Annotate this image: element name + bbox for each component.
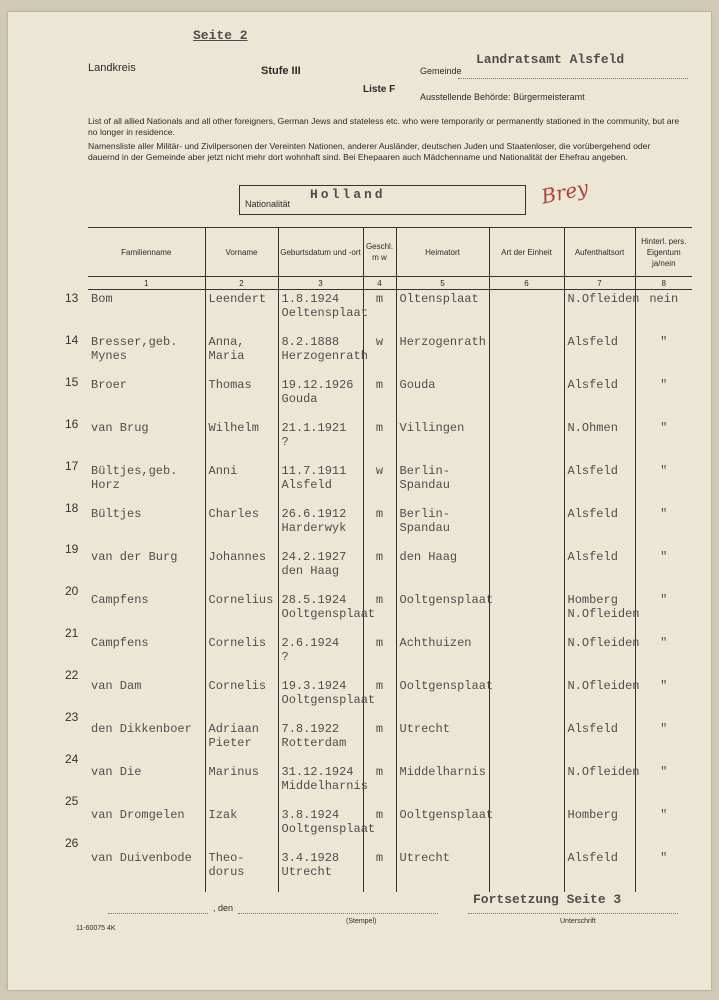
liste-label: Liste F (363, 84, 396, 95)
aufenthaltsort-cell (564, 634, 640, 677)
vorname-cell (205, 376, 278, 419)
geschlecht-value: m (375, 378, 384, 392)
einheit-cell (489, 806, 564, 849)
geschlecht-cell (363, 462, 396, 505)
geburtsdatum-cell (278, 548, 363, 591)
einheit-cell (489, 591, 564, 634)
eigentum-value: " (660, 335, 668, 349)
geburtsdatum-value: 19.3.1924 (281, 679, 347, 693)
geburtsdatum-cell (278, 505, 363, 548)
heimatort-value: Villingen (399, 421, 465, 435)
geburtsdatum-cell (278, 591, 376, 634)
column-header: Art der Einheit (489, 228, 564, 277)
heimatort-cell (396, 462, 489, 505)
geschlecht-cell (363, 419, 396, 462)
heimatort-line2: Spandau (399, 521, 450, 535)
intro-english: List of all allied Nationals and all other foreigners, German Jews and stateless etc. who were temporarily or permanently stationed in the community, but are no longer in residence. (88, 116, 680, 137)
aufenthaltsort-value: Alsfeld (567, 550, 618, 564)
geschlecht-cell (363, 290, 396, 334)
eigentum-cell (635, 591, 692, 634)
geburtsdatum-line2: Rotterdam (281, 736, 347, 750)
page-number: Seite 2 (193, 28, 248, 43)
familienname-value: van Die (91, 765, 142, 779)
geschlecht-value: m (375, 808, 384, 822)
geburtsdatum-cell (278, 333, 368, 376)
stamp-line (238, 913, 438, 914)
eigentum-value: " (660, 378, 668, 392)
geburtsdatum-value: 24.2.1927 (281, 550, 347, 564)
aufenthaltsort-value: Alsfeld (567, 378, 618, 392)
geschlecht-value: m (375, 765, 384, 779)
heimatort-cell (396, 376, 489, 419)
eigentum-value: " (660, 808, 668, 822)
form-code: 11-60075 4K (76, 925, 116, 932)
geschlecht-value: m (375, 636, 384, 650)
column-number: 6 (489, 277, 564, 290)
vorname-cell (205, 505, 278, 548)
familienname-line2: Mynes (91, 349, 128, 363)
aufenthaltsort-cell (564, 763, 640, 806)
familienname-cell (88, 849, 205, 892)
geschlecht-value: m (375, 593, 384, 607)
einheit-cell (489, 763, 564, 806)
aufenthaltsort-value: Alsfeld (567, 722, 618, 736)
familienname-value: Bültjes,geb. (91, 464, 178, 478)
familienname-value: van der Burg (91, 550, 178, 564)
geburtsdatum-cell (278, 720, 363, 763)
vorname-cell (205, 677, 278, 720)
familienname-value: den Dikkenboer (91, 722, 192, 736)
eigentum-cell (635, 462, 692, 505)
aufenthaltsort-value: N.Ofleiden (567, 679, 640, 693)
einheit-cell (489, 677, 564, 720)
table-row (88, 720, 692, 763)
vorname-value: Anna, (208, 335, 245, 349)
signature-line (468, 913, 678, 914)
row-number: 15 (65, 374, 79, 389)
geburtsdatum-value: 19.12.1926 (281, 378, 354, 392)
heimatort-cell (396, 806, 494, 849)
einheit-cell (489, 849, 564, 892)
geburtsdatum-cell (278, 462, 363, 505)
heimatort-value: Ooltgensplaat (399, 679, 494, 693)
table-row (88, 419, 692, 462)
vorname-cell (205, 462, 278, 505)
eigentum-value: " (660, 507, 668, 521)
table-row (88, 634, 692, 677)
geschlecht-cell (363, 333, 396, 376)
heimatort-cell (396, 290, 489, 334)
geburtsdatum-value: 31.12.1924 (281, 765, 354, 779)
vorname-cell (205, 763, 278, 806)
geschlecht-cell (363, 720, 396, 763)
eigentum-value: nein (649, 292, 679, 306)
aufenthaltsort-value: Alsfeld (567, 335, 618, 349)
aufenthaltsort-line2: N.Ofleiden (567, 607, 640, 621)
geburtsdatum-value: 11.7.1911 (281, 464, 347, 478)
geburtsdatum-line2: Middelharnis (281, 779, 368, 793)
heimatort-cell (396, 763, 489, 806)
column-number: 8 (635, 277, 692, 290)
familienname-value: Campfens (91, 636, 149, 650)
table-row (88, 376, 692, 419)
row-number: 23 (65, 710, 79, 724)
eigentum-cell (635, 720, 692, 763)
eigentum-value: " (660, 593, 668, 607)
row-number: 14 (65, 332, 79, 347)
geburtsdatum-line2: Herzogenrath (281, 349, 368, 363)
heimatort-cell (396, 333, 489, 376)
familienname-cell (88, 548, 205, 591)
eigentum-cell (635, 419, 692, 462)
aufenthaltsort-cell (564, 462, 635, 505)
eigentum-value: " (660, 550, 668, 564)
geschlecht-cell (363, 849, 396, 892)
familienname-cell (88, 720, 205, 763)
vorname-cell (205, 548, 278, 591)
aufenthaltsort-cell (564, 548, 635, 591)
column-header: Vorname (205, 228, 278, 277)
column-number: 3 (278, 277, 363, 290)
familienname-cell (88, 806, 205, 849)
geschlecht-value: m (375, 679, 384, 693)
geburtsdatum-cell (278, 376, 363, 419)
aufenthaltsort-cell (564, 849, 635, 892)
geschlecht-value: m (375, 722, 384, 736)
table-row (88, 763, 692, 806)
eigentum-value: " (660, 851, 668, 865)
vorname-value: Johannes (208, 550, 267, 564)
heimatort-cell (396, 634, 489, 677)
column-number: 5 (396, 277, 489, 290)
geburtsdatum-cell (278, 806, 376, 849)
vorname-cell (205, 634, 278, 677)
vorname-value: Cornelis (208, 636, 267, 650)
document-sheet (8, 12, 711, 990)
eigentum-cell (635, 806, 692, 849)
eigentum-value: " (660, 722, 668, 736)
column-header: Geburtsdatum und -ort (278, 228, 363, 277)
aufenthaltsort-cell (564, 290, 640, 334)
familienname-value: van Dam (91, 679, 142, 693)
vorname-value: Theo- (208, 851, 245, 865)
familienname-cell (88, 333, 205, 376)
table-row (88, 333, 692, 376)
heimatort-cell (396, 720, 489, 763)
table-row (88, 505, 692, 548)
eigentum-value: " (660, 636, 668, 650)
aufenthaltsort-value: N.Ofleiden (567, 765, 640, 779)
geschlecht-value: w (375, 464, 384, 478)
familienname-value: Bresser,geb. (91, 335, 178, 349)
eigentum-cell (635, 763, 692, 806)
aufenthaltsort-cell (564, 333, 635, 376)
vorname-line2: dorus (208, 865, 245, 879)
heimatort-cell (396, 849, 489, 892)
familienname-cell (88, 634, 205, 677)
aufenthaltsort-value: Homberg (567, 808, 618, 822)
familienname-cell (88, 763, 205, 806)
landkreis-label: Landkreis (88, 62, 136, 74)
geburtsdatum-cell (278, 677, 376, 720)
geburtsdatum-cell (278, 849, 363, 892)
column-number: 2 (205, 277, 278, 290)
behoerde-label: Ausstellende Behörde: Bürgermeisteramt (420, 92, 585, 102)
heimatort-value: den Haag (399, 550, 458, 564)
geburtsdatum-cell (278, 290, 368, 334)
eigentum-value: " (660, 421, 668, 435)
intro-german: Namensliste aller Militär- und Zivilpersonen der Vereinten Nationen, anderer Ausländer, deutschen Juden und Staatenloser, die vorübergehend oder dauernd in der Gemeinde aber jetzt nicht mehr dort wohnhaft sind. Bei Ehepaaren auch Mädchenname und Nationalität der Ehefrau angeben. (88, 141, 651, 162)
column-header: Geschl. m w (363, 228, 396, 277)
row-number: 16 (65, 416, 79, 431)
table-row (88, 462, 692, 505)
signature-label: Unterschrift (560, 918, 596, 925)
geschlecht-value: m (375, 550, 384, 564)
geburtsdatum-value: 21.1.1921 (281, 421, 347, 435)
row-number: 25 (65, 793, 79, 808)
vorname-cell (205, 806, 278, 849)
geburtsdatum-line2: den Haag (281, 564, 340, 578)
eigentum-cell (635, 849, 692, 892)
geburtsdatum-value: 2.6.1924 (281, 636, 340, 650)
aufenthaltsort-cell (564, 419, 635, 462)
einheit-cell (489, 333, 564, 376)
eigentum-cell (635, 677, 692, 720)
handwritten-annotation: Brey (539, 175, 591, 209)
aufenthaltsort-cell (564, 677, 640, 720)
row-number: 17 (65, 458, 79, 473)
aufenthaltsort-value: Alsfeld (567, 851, 618, 865)
geburtsdatum-line2: Harderwyk (281, 521, 347, 535)
aufenthaltsort-value: Homberg (567, 593, 618, 607)
heimatort-cell (396, 419, 489, 462)
table-row (88, 806, 692, 849)
geburtsdatum-cell (278, 419, 363, 462)
familienname-line2: Horz (91, 478, 120, 492)
persons-table (88, 227, 692, 892)
familienname-value: Campfens (91, 593, 149, 607)
vorname-cell (205, 591, 278, 634)
familienname-value: van Duivenbode (91, 851, 192, 865)
nationality-box (239, 185, 526, 215)
heimatort-value: Middelharnis (399, 765, 486, 779)
continuation-note: Fortsetzung Seite 3 (473, 892, 622, 907)
heimatort-cell (396, 548, 489, 591)
aufenthaltsort-value: N.Ohmen (567, 421, 618, 435)
vorname-value: Adriaan (208, 722, 259, 736)
einheit-cell (489, 634, 564, 677)
geburtsdatum-line2: ? (281, 435, 289, 449)
gemeinde-label: Gemeinde (420, 66, 462, 76)
aufenthaltsort-value: N.Ofleiden (567, 292, 640, 306)
familienname-cell (88, 505, 205, 548)
geschlecht-cell (363, 548, 396, 591)
column-header: Hinterl. pers. Eigentum ja/nein (635, 228, 692, 277)
einheit-cell (489, 376, 564, 419)
vorname-cell (205, 333, 278, 376)
stufe-label: Stufe III (261, 65, 301, 77)
column-header: Heimatort (396, 228, 489, 277)
heimatort-value: Ooltgensplaat (399, 593, 494, 607)
eigentum-cell (635, 333, 692, 376)
row-number: 19 (65, 542, 79, 557)
vorname-line2: Maria (208, 349, 245, 363)
place-line (108, 913, 208, 914)
familienname-value: Broer (91, 378, 128, 392)
date-label: , den (213, 903, 234, 913)
geschlecht-cell (363, 763, 396, 806)
einheit-cell (489, 505, 564, 548)
geburtsdatum-line2: Utrecht (281, 865, 332, 879)
vorname-cell (205, 720, 278, 763)
familienname-cell (88, 376, 205, 419)
aufenthaltsort-value: N.Ofleiden (567, 636, 640, 650)
row-number: 21 (65, 626, 79, 641)
geburtsdatum-value: 28.5.1924 (281, 593, 347, 607)
eigentum-value: " (660, 765, 668, 779)
eigentum-cell (635, 376, 692, 419)
einheit-cell (489, 548, 564, 591)
vorname-value: Cornelius (208, 593, 274, 607)
eigentum-cell (635, 634, 692, 677)
geburtsdatum-value: 8.2.1888 (281, 335, 340, 349)
heimatort-value: Ooltgensplaat (399, 808, 494, 822)
vorname-value: Leendert (208, 292, 267, 306)
geburtsdatum-line2: Alsfeld (281, 478, 332, 492)
geburtsdatum-value: 3.8.1924 (281, 808, 340, 822)
vorname-value: Charles (208, 507, 259, 521)
familienname-value: Bom (91, 292, 113, 306)
familienname-value: Bültjes (91, 507, 142, 521)
heimatort-value: Herzogenrath (399, 335, 486, 349)
heimatort-value: Berlin- (399, 507, 450, 521)
geburtsdatum-value: 26.6.1912 (281, 507, 347, 521)
heimatort-cell (396, 677, 494, 720)
geburtsdatum-value: 1.8.1924 (281, 292, 340, 306)
vorname-value: Izak (208, 808, 238, 822)
familienname-cell (88, 419, 205, 462)
vorname-line2: Pieter (208, 736, 252, 750)
geschlecht-value: m (375, 507, 384, 521)
vorname-cell (205, 419, 278, 462)
heimatort-value: Achthuizen (399, 636, 472, 650)
familienname-cell (88, 591, 205, 634)
geschlecht-value: w (375, 335, 384, 349)
row-number: 13 (65, 291, 79, 305)
row-number: 22 (65, 668, 79, 683)
aufenthaltsort-cell (564, 591, 640, 634)
nationality-value: Holland (310, 187, 386, 202)
row-number: 18 (65, 500, 79, 515)
geschlecht-cell (363, 505, 396, 548)
row-number: 26 (65, 835, 79, 850)
column-header: Aufenthaltsort (564, 228, 635, 277)
vorname-value: Marinus (208, 765, 259, 779)
geburtsdatum-line2: Ooltgensplaat (281, 607, 376, 621)
column-number: 1 (88, 277, 205, 290)
vorname-value: Cornelis (208, 679, 267, 693)
heimatort-value: Utrecht (399, 722, 450, 736)
table-row (88, 591, 692, 634)
einheit-cell (489, 419, 564, 462)
table-row (88, 290, 692, 334)
eigentum-cell (635, 548, 692, 591)
eigentum-value: " (660, 679, 668, 693)
geburtsdatum-line2: Ooltgensplaat (281, 693, 376, 707)
geburtsdatum-line2: ? (281, 650, 289, 664)
gemeinde-value: Landratsamt Alsfeld (476, 52, 625, 67)
vorname-cell (205, 849, 278, 892)
geschlecht-value: m (375, 292, 384, 306)
column-number: 7 (564, 277, 635, 290)
einheit-cell (489, 462, 564, 505)
aufenthaltsort-cell (564, 720, 635, 763)
geburtsdatum-line2: Oeltensplaat (281, 306, 368, 320)
geburtsdatum-value: 3.4.1928 (281, 851, 340, 865)
familienname-value: van Brug (91, 421, 149, 435)
geschlecht-value: m (375, 421, 384, 435)
vorname-cell (205, 290, 278, 334)
einheit-cell (489, 720, 564, 763)
geburtsdatum-line2: Gouda (281, 392, 318, 406)
geschlecht-value: m (375, 851, 384, 865)
aufenthaltsort-cell (564, 806, 635, 849)
aufenthaltsort-cell (564, 376, 635, 419)
row-number: 24 (65, 751, 79, 766)
heimatort-value: Oltensplaat (399, 292, 479, 306)
familienname-cell (88, 290, 205, 334)
familienname-value: van Dromgelen (91, 808, 185, 822)
eigentum-cell (635, 290, 692, 334)
vorname-value: Anni (208, 464, 238, 478)
geburtsdatum-cell (278, 763, 368, 806)
aufenthaltsort-cell (564, 505, 635, 548)
geburtsdatum-line2: Ooltgensplaat (281, 822, 376, 836)
aufenthaltsort-value: Alsfeld (567, 507, 618, 521)
column-header: Familienname (88, 228, 205, 277)
heimatort-value: Gouda (399, 378, 436, 392)
eigentum-cell (635, 505, 692, 548)
vorname-value: Wilhelm (208, 421, 259, 435)
gemeinde-line (458, 78, 688, 79)
eigentum-value: " (660, 464, 668, 478)
stamp-label: (Stempel) (346, 918, 377, 925)
table-row (88, 548, 692, 591)
einheit-cell (489, 290, 564, 334)
familienname-cell (88, 677, 205, 720)
geburtsdatum-cell (278, 634, 363, 677)
nationality-label: Nationalität (245, 199, 291, 209)
column-number: 4 (363, 277, 396, 290)
geschlecht-cell (363, 376, 396, 419)
heimatort-value: Berlin- (399, 464, 450, 478)
vorname-value: Thomas (208, 378, 252, 392)
heimatort-cell (396, 591, 494, 634)
aufenthaltsort-value: Alsfeld (567, 464, 618, 478)
familienname-cell (88, 462, 205, 505)
heimatort-value: Utrecht (399, 851, 450, 865)
table-row (88, 677, 692, 720)
table-row (88, 849, 692, 892)
geburtsdatum-value: 7.8.1922 (281, 722, 340, 736)
heimatort-cell (396, 505, 489, 548)
heimatort-line2: Spandau (399, 478, 450, 492)
row-number: 20 (65, 584, 79, 599)
geschlecht-cell (363, 634, 396, 677)
